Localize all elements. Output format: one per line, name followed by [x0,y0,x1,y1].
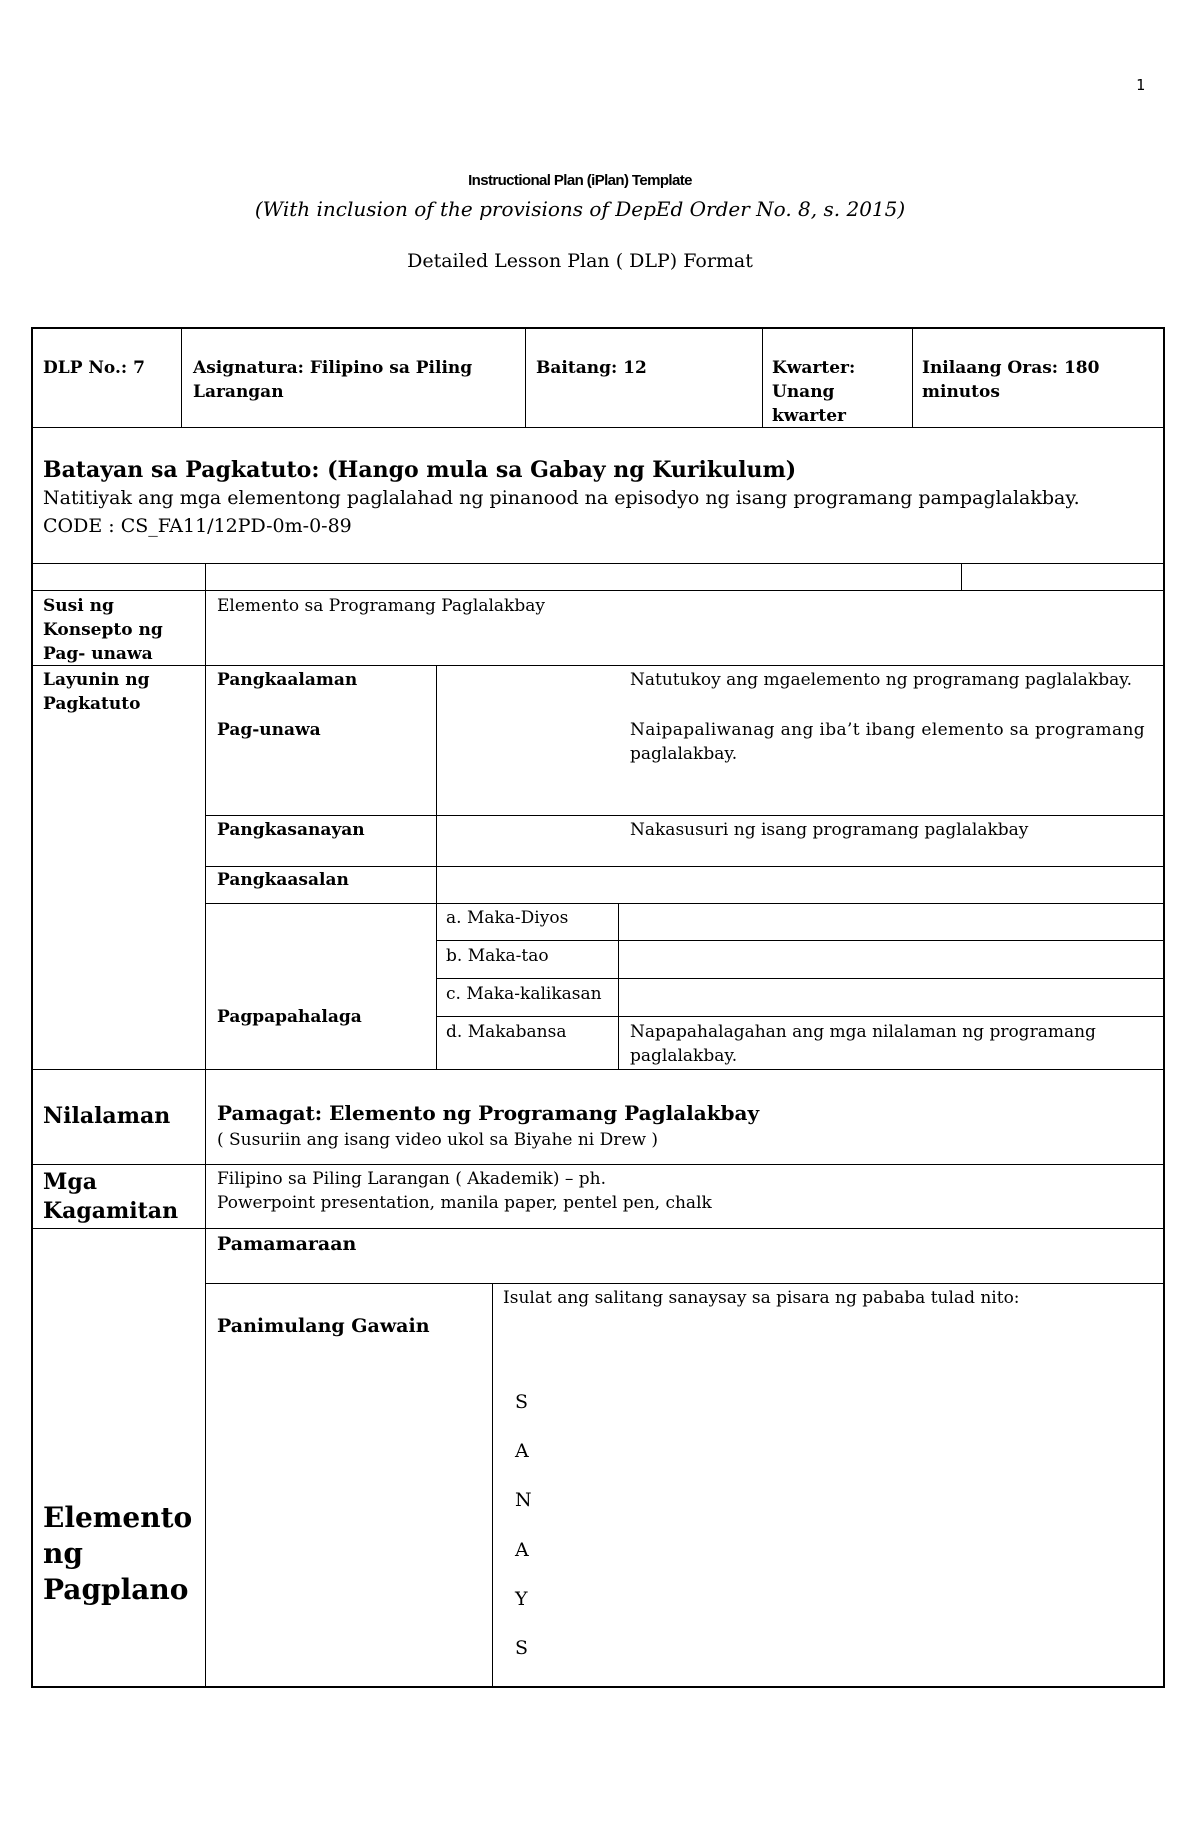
pamagat: Pamagat: Elemento ng Programang Paglalakbay [217,1101,760,1125]
pagunawa-value-2: paglalakbay. [630,744,738,764]
kagamitan-label-2: Kagamitan [43,1198,179,1224]
makabansa-value-2: paglalakbay. [630,1046,738,1066]
sanaysay-letter: S [515,1637,529,1659]
makabansa-value-1: Napapahalagahan ang mga nilalaman ng programang [630,1022,1096,1042]
maka-tao-label: b. Maka-tao [446,946,549,966]
pagplano-label-2: ng [43,1537,83,1570]
maka-diyos-label: a. Maka-Diyos [446,908,569,928]
pangkaasalan-label: Pangkaasalan [217,870,349,890]
batayan-heading: Batayan sa Pagkatuto: (Hango mula sa Gabay ng Kurikulum) [43,457,797,483]
panimulang-instruction: Isulat ang salitang sanaysay sa pisara ng pababa tulad nito: [503,1288,1020,1308]
pangkaalaman-label: Pangkaalaman [217,670,358,690]
pagunawa-label: Pag-unawa [217,720,321,740]
layunin-label-1: Layunin ng [43,670,150,690]
batayan-code: CODE : CS_FA11/12PD-0m-0-89 [43,515,352,537]
kagamitan-label-1: Mga [43,1169,97,1195]
susi-label-3: Pag- unawa [43,644,153,664]
layunin-label-2: Pagkatuto [43,694,141,714]
sanaysay-letter: A [515,1539,529,1561]
kagamitan-line-2: Powerpoint presentation, manila paper, pentel pen, chalk [217,1193,712,1213]
batayan-text: Natitiyak ang mga elementong paglalahad ng pinanood na episodyo ng isang programang pampaglalakbay. [43,487,1080,509]
pangkasanayan-label: Pangkasanayan [217,820,365,840]
susi-label-1: Susi ng [43,596,114,616]
template-title: Instructional Plan (iPlan) Template [468,172,692,189]
page-number: 1 [1136,76,1146,94]
kwarter-line-2: Unang [772,382,835,402]
nilalaman-label: Nilalaman [43,1103,171,1129]
pangkasanayan-value: Nakasusuri ng isang programang paglalakbay [630,820,1029,840]
inilaang-oras-line-1: Inilaang Oras: 180 [922,358,1100,378]
pamamaraan-label: Pamamaraan [217,1233,357,1255]
asignatura-line-1: Asignatura: Filipino sa Piling [193,358,473,378]
maka-kalikasan-label: c. Maka-kalikasan [446,984,602,1004]
inilaang-oras-line-2: minutos [922,382,1000,402]
asignatura-line-2: Larangan [193,382,284,402]
dlp-number: DLP No.: 7 [43,358,145,378]
sanaysay-letter: Y [515,1588,528,1610]
deped-inclusion: (With inclusion of the provisions of DepEd Order No. 8, s. 2015) [254,197,906,221]
nilalaman-note: ( Susuriin ang isang video ukol sa Biyahe ni Drew ) [217,1130,659,1150]
panimulang-gawain-label: Panimulang Gawain [217,1315,430,1337]
kwarter-line-1: Kwarter: [772,358,856,378]
kwarter-line-3: kwarter [772,406,847,426]
dlp-format-title: Detailed Lesson Plan ( DLP) Format [407,250,753,272]
baitang: Baitang: 12 [536,358,647,378]
pagpapahalaga-label: Pagpapahalaga [217,1007,362,1027]
susi-value: Elemento sa Programang Paglalakbay [217,596,545,616]
pagplano-label-3: Pagplano [43,1573,189,1606]
sanaysay-letter: N [515,1489,532,1511]
pagplano-label-1: Elemento [43,1501,193,1534]
makabansa-label: d. Makabansa [446,1022,567,1042]
sanaysay-letter: A [515,1440,529,1462]
pagunawa-value-1: Naipapaliwanag ang iba’t ibang elemento sa programang [630,720,1146,740]
sanaysay-letter: S [515,1391,529,1413]
susi-label-2: Konsepto ng [43,620,163,640]
kagamitan-line-1: Filipino sa Piling Larangan ( Akademik) – ph. [217,1169,606,1189]
pangkaalaman-value: Natutukoy ang mgaelemento ng programang paglalakbay. [630,670,1133,690]
